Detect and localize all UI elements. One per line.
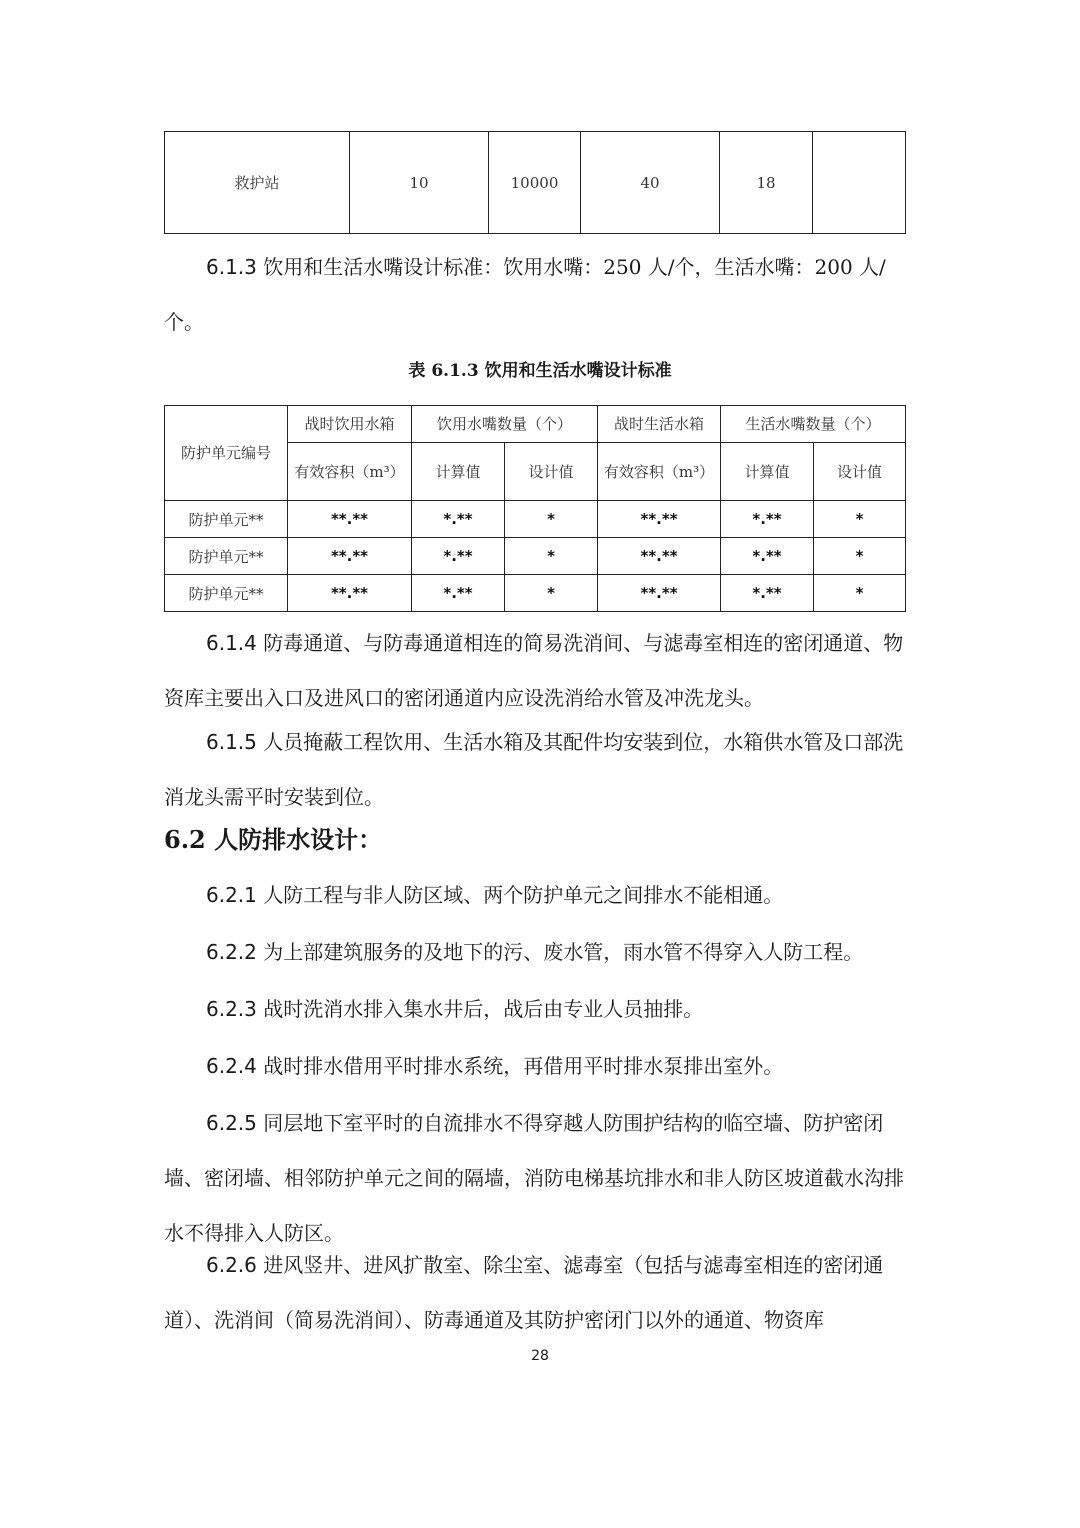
table-cell: 40 (581, 132, 720, 234)
header-drink-tap: 饮用水嘴数量（个） (412, 406, 598, 443)
value-cell: * (814, 575, 906, 612)
clause-text: 进风竖井、进风扩散室、除尘室、滤毒室（包括与滤毒室相连的密闭通道）、洗消间（简易洗消间）、防毒通道及其防护密闭门以外的通道、物资库 (164, 1253, 884, 1332)
value-cell: * (814, 538, 906, 575)
clause-number: 6.1.5 (206, 730, 257, 754)
clause-number: 6.2.5 (206, 1111, 257, 1135)
paragraph-6-2-4 (164, 1039, 916, 1094)
value-cell: **.** (288, 538, 412, 575)
value-cell: * (505, 538, 598, 575)
paragraph-6-1-4 (164, 616, 916, 726)
value-cell: **.** (598, 501, 721, 538)
unit-cell: 防护单元** (165, 538, 288, 575)
water-tap-table (164, 405, 906, 612)
header-life-tank: 战时生活水箱 (598, 406, 721, 443)
paragraph-6-1-5 (164, 715, 916, 825)
clause-number: 6.2.2 (206, 940, 257, 964)
value-cell: **.** (598, 575, 721, 612)
header-drink-tank: 战时饮用水箱 (288, 406, 412, 443)
value-cell: * (505, 501, 598, 538)
clause-text: 战时洗消水排入集水井后，战后由专业人员抽排。 (256, 997, 704, 1021)
table-cell (813, 132, 906, 234)
table-cell: 救护站 (165, 132, 350, 234)
table-cell: 18 (720, 132, 813, 234)
paragraph-6-2-2 (164, 925, 916, 980)
value-cell: *.** (721, 501, 814, 538)
paragraph-6-2-3 (164, 982, 916, 1037)
table-cell: 10000 (489, 132, 581, 234)
clause-text: 为上部建筑服务的及地下的污、废水管，雨水管不得穿入人防工程。 (256, 940, 864, 964)
table-caption: 表 6.1.3 饮用和生活水嘴设计标准 (408, 361, 672, 381)
header-design: 设计值 (814, 443, 906, 501)
clause-text: 人防工程与非人防区域、两个防护单元之间排水不能相通。 (256, 883, 784, 907)
paragraph-6-1-3 (164, 240, 916, 350)
header-design: 设计值 (505, 443, 598, 501)
value-cell: * (814, 501, 906, 538)
value-cell: **.** (598, 538, 721, 575)
unit-cell: 防护单元** (165, 575, 288, 612)
value-cell: *.** (721, 575, 814, 612)
clause-number: 6.2.4 (206, 1054, 257, 1078)
clause-text: 防毒通道、与防毒通道相连的简易洗消间、与滤毒室相连的密闭通道、物资库主要出入口及进风口的密闭通道内应设洗消给水管及冲洗龙头。 (164, 631, 904, 710)
section-heading: 6.2 人防排水设计： (164, 825, 383, 854)
clause-number: 6.2.1 (206, 883, 257, 907)
clause-text: 同层地下室平时的自流排水不得穿越人防围护结构的临空墙、防护密闭墙、密闭墙、相邻防护单元之间的隔墙，消防电梯基坑排水和非人防区坡道截水沟排水不得排入人防区。 (164, 1111, 904, 1245)
value-cell: *.** (721, 538, 814, 575)
table-cell: 10 (350, 132, 489, 234)
value-cell: *.** (412, 501, 505, 538)
header-drink-tank-volume: 有效容积（m³） (288, 443, 412, 501)
clause-text: 战时排水借用平时排水系统，再借用平时排水泵排出室外。 (256, 1054, 784, 1078)
value-cell: **.** (288, 501, 412, 538)
clause-text: 人员掩蔽工程饮用、生活水箱及其配件均安装到位，水箱供水管及口部洗消龙头需平时安装到位。 (164, 730, 904, 809)
clause-number: 6.1.4 (206, 631, 257, 655)
clause-number: 6.2.6 (206, 1253, 257, 1277)
clause-number: 6.1.3 (206, 255, 257, 279)
paragraph-6-2-1 (164, 868, 916, 923)
paragraph-6-2-5 (164, 1096, 916, 1261)
unit-cell: 防护单元** (165, 501, 288, 538)
value-cell: *.** (412, 538, 505, 575)
header-calc: 计算值 (412, 443, 505, 501)
header-calc: 计算值 (721, 443, 814, 501)
table-header-row (165, 406, 906, 443)
table-row (165, 501, 906, 538)
value-cell: **.** (288, 575, 412, 612)
clause-number: 6.2.3 (206, 997, 257, 1021)
paragraph-6-2-6 (164, 1238, 916, 1348)
header-life-tap: 生活水嘴数量（个） (721, 406, 906, 443)
table-row (165, 538, 906, 575)
table-row (165, 132, 906, 234)
header-life-tank-volume: 有效容积（m³） (598, 443, 721, 501)
clause-text: 饮用和生活水嘴设计标准：饮用水嘴：250 人/个，生活水嘴：200 人/个。 (164, 255, 886, 334)
value-cell: * (505, 575, 598, 612)
table-row (165, 575, 906, 612)
rescue-station-table (164, 131, 906, 234)
value-cell: *.** (412, 575, 505, 612)
page-number: 28 (531, 1348, 549, 1364)
header-unit: 防护单元编号 (165, 406, 288, 501)
